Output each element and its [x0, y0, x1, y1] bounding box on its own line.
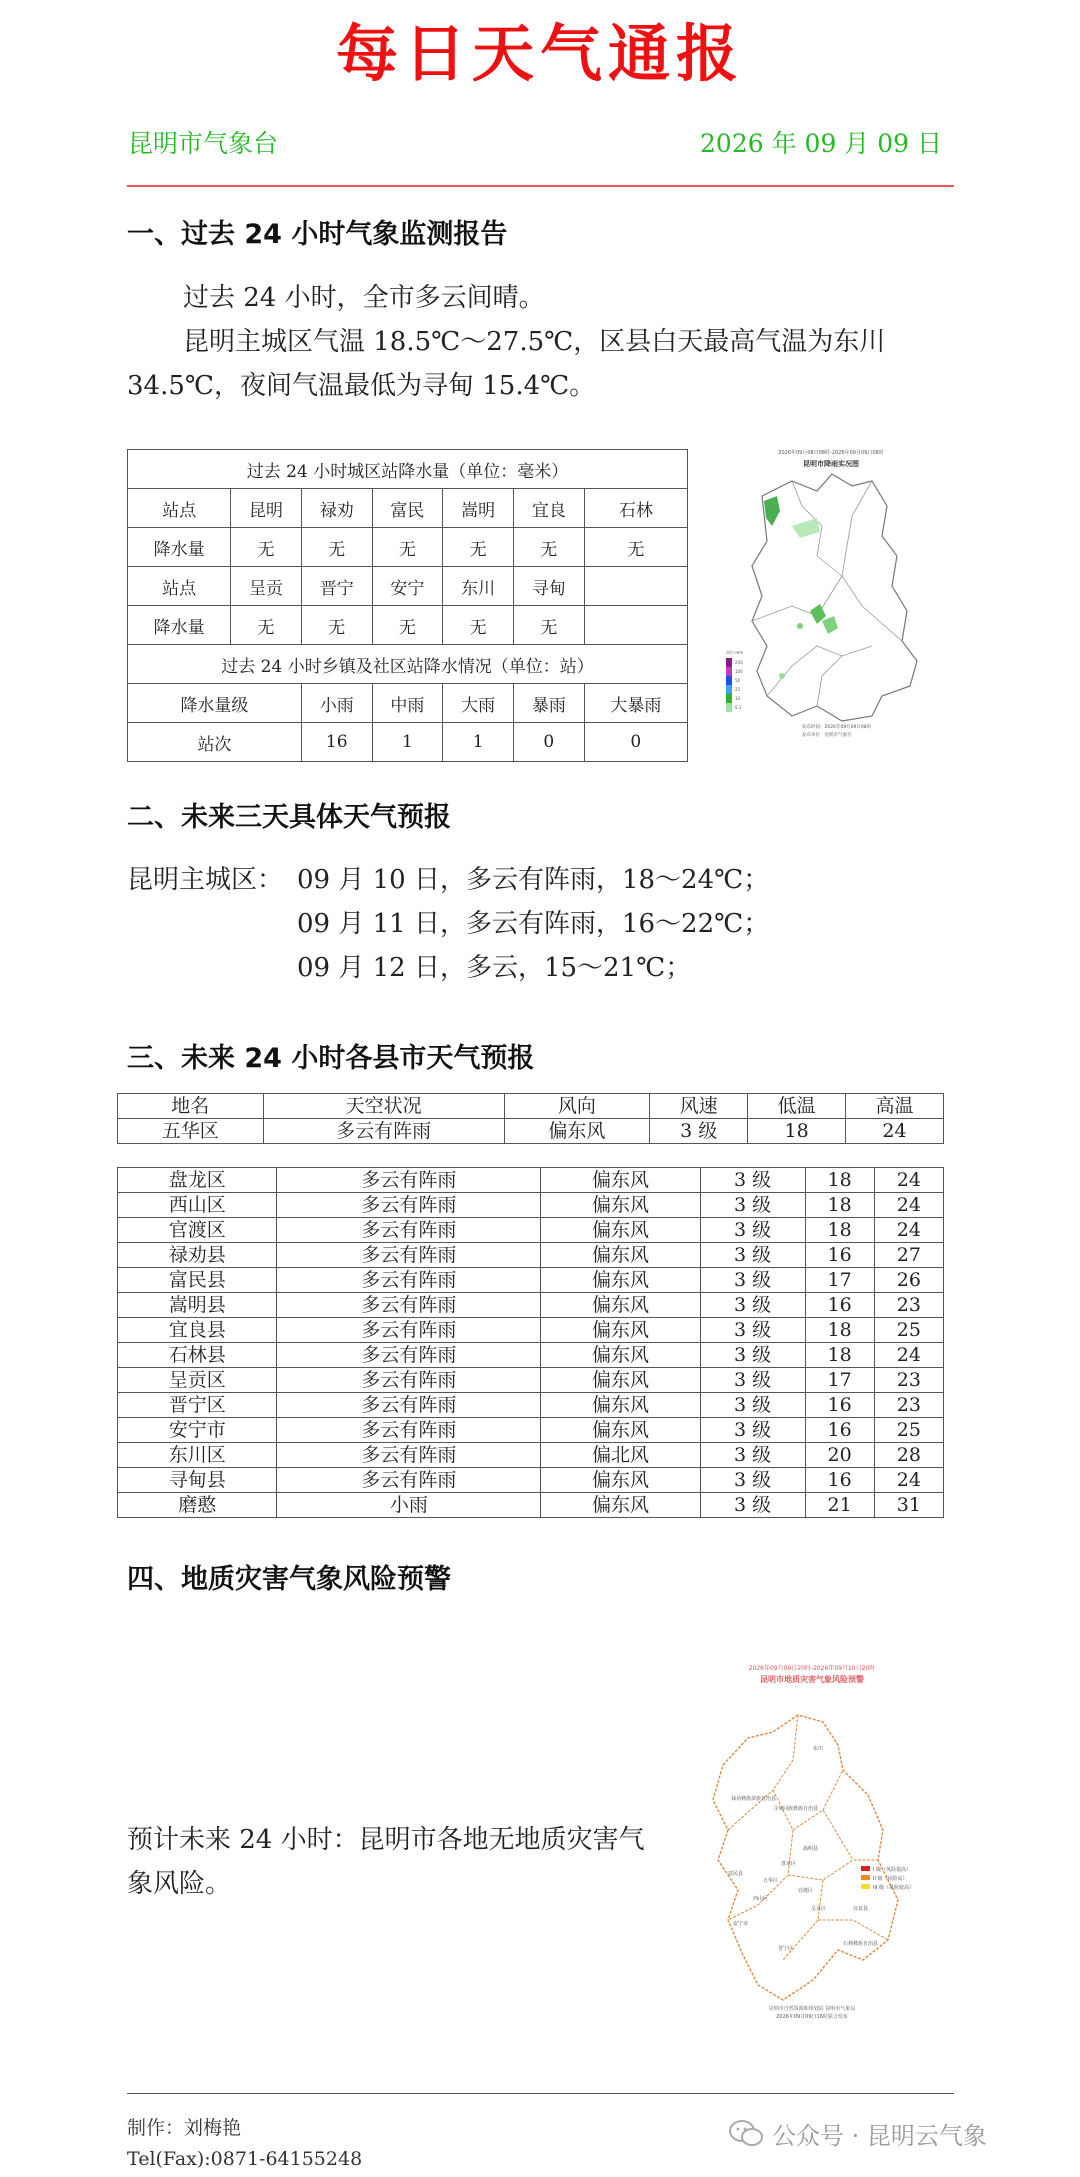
table-cell: 偏东风 [541, 1218, 700, 1243]
table-cell: 3 级 [650, 1119, 748, 1144]
rainfall-issuer: 发布单位：昆明市气象台 [802, 733, 852, 738]
table-cell: 偏东风 [541, 1243, 700, 1268]
table-cell: 3 级 [700, 1468, 805, 1493]
table-cell: 多云有阵雨 [277, 1318, 541, 1343]
table-cell: 官渡区 [118, 1218, 277, 1243]
table-cell: 24 [874, 1193, 943, 1218]
district-label: 宜良县 [853, 1906, 869, 1912]
table-cell: 23 [874, 1368, 943, 1393]
report-date: 2026 年 09 月 09 日 [700, 129, 942, 158]
forecast-prefix: 昆明主城区： [127, 865, 284, 895]
table-cell: 3 级 [700, 1268, 805, 1293]
township-caption: 过去 24 小时乡镇及社区站降水情况（单位：站） [128, 645, 688, 684]
table-cell: 安宁市 [118, 1418, 277, 1443]
station-name: 寻甸 [513, 567, 584, 606]
table-cell: 3 级 [700, 1393, 805, 1418]
rain-value: 无 [443, 606, 514, 645]
station-name: 东川 [443, 567, 514, 606]
table-cell: 24 [874, 1168, 943, 1193]
rain-legend-label: 50 [735, 678, 741, 683]
district-label: 晋宁区 [778, 1946, 794, 1952]
rain-value: 无 [301, 528, 372, 567]
agency-name: 昆明市气象台 [128, 129, 279, 158]
table-cell: 东川区 [118, 1443, 277, 1468]
tel-fax: Tel(Fax):0871-64155248 [127, 2148, 363, 2170]
table-cell: 24 [874, 1468, 943, 1493]
district-label: 寻甸回族彝族自治县 [773, 1806, 819, 1812]
footer-divider [127, 2093, 954, 2094]
station-count: 16 [301, 723, 372, 762]
section4-heading: 四、地质灾害气象风险预警 [127, 1564, 451, 1595]
table-cell: 偏东风 [541, 1168, 700, 1193]
table-cell: 磨憨 [118, 1493, 277, 1518]
station-name: 呈贡 [231, 567, 302, 606]
rain-value: 无 [231, 528, 302, 567]
table-cell: 18 [805, 1318, 874, 1343]
table-cell: 24 [846, 1119, 944, 1144]
table-cell: 偏东风 [541, 1318, 700, 1343]
geo-risk-line2: 象风险。 [127, 1869, 232, 1899]
geo-map-footer2: 2026年09月09日16时联合发布 [776, 2014, 848, 2020]
table-cell: 多云有阵雨 [277, 1368, 541, 1393]
rainfall-map [722, 446, 940, 748]
table-row [118, 1393, 944, 1418]
table-cell: 多云有阵雨 [277, 1293, 541, 1318]
table-cell: 偏东风 [541, 1393, 700, 1418]
table-cell: 多云有阵雨 [277, 1393, 541, 1418]
station-label: 站点 [128, 567, 231, 606]
table-cell: 呈贡区 [118, 1368, 277, 1393]
table-cell: 西山区 [118, 1193, 277, 1218]
table-row [118, 1168, 944, 1193]
district-label: 禄劝彝族苗族自治县 [731, 1796, 777, 1802]
table-row [118, 1119, 944, 1144]
table-cell: 25 [874, 1418, 943, 1443]
station-name: 晋宁 [301, 567, 372, 606]
forecast-day-2: 09 月 11 日，多云有阵雨，16～22℃； [297, 909, 770, 939]
table-cell: 31 [874, 1493, 943, 1518]
station-name: 安宁 [372, 567, 443, 606]
geo-risk-line1: 预计未来 24 小时：昆明市各地无地质灾害气 [127, 1825, 645, 1855]
station-name: 石林 [584, 489, 687, 528]
district-label: 西山区 [753, 1896, 769, 1902]
table-cell: 27 [874, 1243, 943, 1268]
column-header: 地名 [118, 1094, 264, 1119]
rain-legend-label: 0.1 [735, 705, 742, 710]
table-cell: 28 [874, 1443, 943, 1468]
section3-heading: 三、未来 24 小时各县市天气预报 [127, 1043, 535, 1074]
table-row [118, 1343, 944, 1368]
table-cell: 18 [805, 1193, 874, 1218]
rain-level: 大暴雨 [584, 684, 687, 723]
column-header: 高温 [846, 1094, 944, 1119]
table-cell: 小雨 [277, 1493, 541, 1518]
rain-value: 无 [301, 606, 372, 645]
table-cell: 16 [805, 1243, 874, 1268]
rain-value: 无 [443, 528, 514, 567]
table-cell: 偏东风 [541, 1293, 700, 1318]
station-name: 昆明 [231, 489, 302, 528]
rainfall-issue-time: 发布时间：2026年09月09日08时 [802, 725, 872, 730]
table-cell: 16 [805, 1418, 874, 1443]
rain-legend-label: 250 [735, 660, 743, 665]
forecast-day-3: 09 月 12 日，多云，15～21℃； [297, 953, 692, 983]
station-name: 禄劝 [301, 489, 372, 528]
station-name: 宜良 [513, 489, 584, 528]
station-count: 1 [372, 723, 443, 762]
table-cell: 3 级 [700, 1168, 805, 1193]
district-label: 呈贡区 [811, 1906, 827, 1912]
station-name [584, 567, 687, 606]
rain-level: 暴雨 [513, 684, 584, 723]
column-header: 风向 [504, 1094, 650, 1119]
count-label: 站次 [128, 723, 302, 762]
table-cell: 23 [874, 1393, 943, 1418]
district-label: 富民县 [728, 1871, 744, 1877]
rain-value: 无 [584, 528, 687, 567]
station-count: 0 [584, 723, 687, 762]
table-cell: 3 级 [700, 1493, 805, 1518]
rain-level: 中雨 [372, 684, 443, 723]
district-label: 五华区 [763, 1878, 779, 1884]
district-label: 安宁市 [733, 1921, 749, 1927]
table-cell: 多云有阵雨 [277, 1168, 541, 1193]
table-cell: 3 级 [700, 1218, 805, 1243]
table-cell: 多云有阵雨 [277, 1418, 541, 1443]
geo-map-footer1: 昆明市自然资源和规划局 昆明市气象局 [768, 2006, 856, 2012]
table-cell: 23 [874, 1293, 943, 1318]
header-divider [127, 185, 954, 187]
rain-legend-label: 100 [735, 669, 743, 674]
geo-map-outline [713, 1715, 898, 2000]
table-cell: 禄劝县 [118, 1243, 277, 1268]
county-table [117, 1167, 944, 1518]
table-cell: 21 [805, 1493, 874, 1518]
table-cell: 24 [874, 1343, 943, 1368]
table-row [118, 1318, 944, 1343]
table-row [118, 1443, 944, 1468]
rain-legend-label: 25 [735, 687, 741, 692]
rain-value: 无 [231, 606, 302, 645]
station-name: 富民 [372, 489, 443, 528]
precip-table [127, 449, 688, 762]
section1-para2-line1: 昆明主城区气温 18.5℃～27.5℃，区县白天最高气温为东川 [183, 327, 886, 357]
district-label: 石林彝族自治县 [843, 1941, 879, 1947]
county-table-top [117, 1093, 944, 1144]
wechat-icon [728, 2119, 764, 2149]
table-cell: 16 [805, 1393, 874, 1418]
table-row [118, 1193, 944, 1218]
rain-label: 降水量 [128, 606, 231, 645]
rain-value: 无 [372, 606, 443, 645]
table-cell: 24 [874, 1218, 943, 1243]
rain-value [584, 606, 687, 645]
geo-map-period: 2026年09月09日20时-2026年09月10日20时 [748, 1665, 876, 1672]
table-cell: 偏东风 [541, 1368, 700, 1393]
table-cell: 3 级 [700, 1318, 805, 1343]
geohazard-map [703, 1660, 921, 2032]
table-cell: 多云有阵雨 [277, 1468, 541, 1493]
table-cell: 26 [874, 1268, 943, 1293]
table-cell: 多云有阵雨 [277, 1268, 541, 1293]
table-cell: 16 [805, 1468, 874, 1493]
level-label: 降水量级 [128, 684, 302, 723]
editor: 制作：刘梅艳 [127, 2117, 242, 2139]
table-cell: 偏东风 [541, 1468, 700, 1493]
rain-value: 无 [372, 528, 443, 567]
district-label: 嵩明县 [803, 1846, 819, 1852]
station-count: 1 [443, 723, 514, 762]
table-cell: 多云有阵雨 [277, 1343, 541, 1368]
table-cell: 3 级 [700, 1418, 805, 1443]
table-row [118, 1368, 944, 1393]
rain-legend-label: 10 [735, 696, 741, 701]
table-cell: 18 [805, 1218, 874, 1243]
table-cell: 偏东风 [504, 1119, 650, 1144]
table-cell: 多云有阵雨 [277, 1243, 541, 1268]
section1-para2-line2: 34.5℃，夜间气温最低为寻甸 15.4℃。 [127, 371, 596, 401]
section1-para1: 过去 24 小时，全市多云间晴。 [183, 283, 545, 313]
table-cell: 盘龙区 [118, 1168, 277, 1193]
section1-heading: 一、过去 24 小时气象监测报告 [127, 219, 508, 250]
table-cell: 18 [805, 1168, 874, 1193]
rain-level: 大雨 [443, 684, 514, 723]
rainfall-map-period: 2026年09月08日08时-2026年09月09日08时 [778, 450, 884, 456]
table-cell: 3 级 [700, 1193, 805, 1218]
table-cell: 多云有阵雨 [277, 1443, 541, 1468]
table-cell: 偏东风 [541, 1268, 700, 1293]
column-header: 风速 [650, 1094, 748, 1119]
table-row [118, 1293, 944, 1318]
geo-legend-label: III 级（风险较高） [873, 1885, 915, 1891]
table-cell: 石林县 [118, 1343, 277, 1368]
table-cell: 3 级 [700, 1293, 805, 1318]
table-cell: 17 [805, 1368, 874, 1393]
watermark-text: 公众号 · 昆明云气象 [772, 2122, 987, 2150]
table-cell: 五华区 [118, 1119, 264, 1144]
table-cell: 3 级 [700, 1443, 805, 1468]
report-title: 每日天气通报 [335, 17, 744, 90]
table-cell: 多云有阵雨 [263, 1119, 504, 1144]
district-label: 盘龙区 [781, 1861, 797, 1867]
table-row [118, 1218, 944, 1243]
geo-map-title: 昆明市地质灾害气象风险预警 [760, 1675, 864, 1684]
forecast-day-1: 09 月 10 日，多云有阵雨，18～24℃； [297, 865, 770, 895]
table-cell: 嵩明县 [118, 1293, 277, 1318]
rain-value: 无 [513, 606, 584, 645]
rain-value: 无 [513, 528, 584, 567]
rain-legend-title: 单位:mm [726, 650, 744, 655]
table-cell: 寻甸县 [118, 1468, 277, 1493]
table-cell: 3 级 [700, 1343, 805, 1368]
geo-legend-label: II 级（风险高） [873, 1876, 908, 1882]
column-header: 低温 [748, 1094, 846, 1119]
table-cell: 偏北风 [541, 1443, 700, 1468]
table-cell: 宜良县 [118, 1318, 277, 1343]
table-cell: 多云有阵雨 [277, 1193, 541, 1218]
table-cell: 16 [805, 1293, 874, 1318]
table-row [118, 1268, 944, 1293]
precip-caption: 过去 24 小时城区站降水量（单位：毫米） [128, 450, 688, 489]
station-label: 站点 [128, 489, 231, 528]
column-header: 天空状况 [263, 1094, 504, 1119]
table-cell: 3 级 [700, 1368, 805, 1393]
table-cell: 25 [874, 1318, 943, 1343]
table-row [118, 1468, 944, 1493]
section2-heading: 二、未来三天具体天气预报 [127, 802, 451, 833]
table-cell: 17 [805, 1268, 874, 1293]
table-cell: 3 级 [700, 1243, 805, 1268]
table-cell: 20 [805, 1443, 874, 1468]
district-label: 东川 [813, 1746, 824, 1752]
table-cell: 偏东风 [541, 1193, 700, 1218]
table-cell: 多云有阵雨 [277, 1218, 541, 1243]
rainfall-map-title: 昆明市降雨实况图 [803, 460, 859, 468]
table-cell: 18 [748, 1119, 846, 1144]
table-cell: 偏东风 [541, 1493, 700, 1518]
table-cell: 偏东风 [541, 1343, 700, 1368]
rain-level: 小雨 [301, 684, 372, 723]
station-name: 嵩明 [443, 489, 514, 528]
table-row [118, 1493, 944, 1518]
rain-label: 降水量 [128, 528, 231, 567]
table-cell: 晋宁区 [118, 1393, 277, 1418]
table-row [118, 1243, 944, 1268]
table-cell: 18 [805, 1343, 874, 1368]
wechat-watermark [728, 2116, 987, 2151]
district-label: 官渡区 [798, 1888, 814, 1894]
table-cell: 富民县 [118, 1268, 277, 1293]
table-row [118, 1418, 944, 1443]
geo-legend-label: I 级（风险很高） [873, 1867, 912, 1873]
table-cell: 偏东风 [541, 1418, 700, 1443]
station-count: 0 [513, 723, 584, 762]
